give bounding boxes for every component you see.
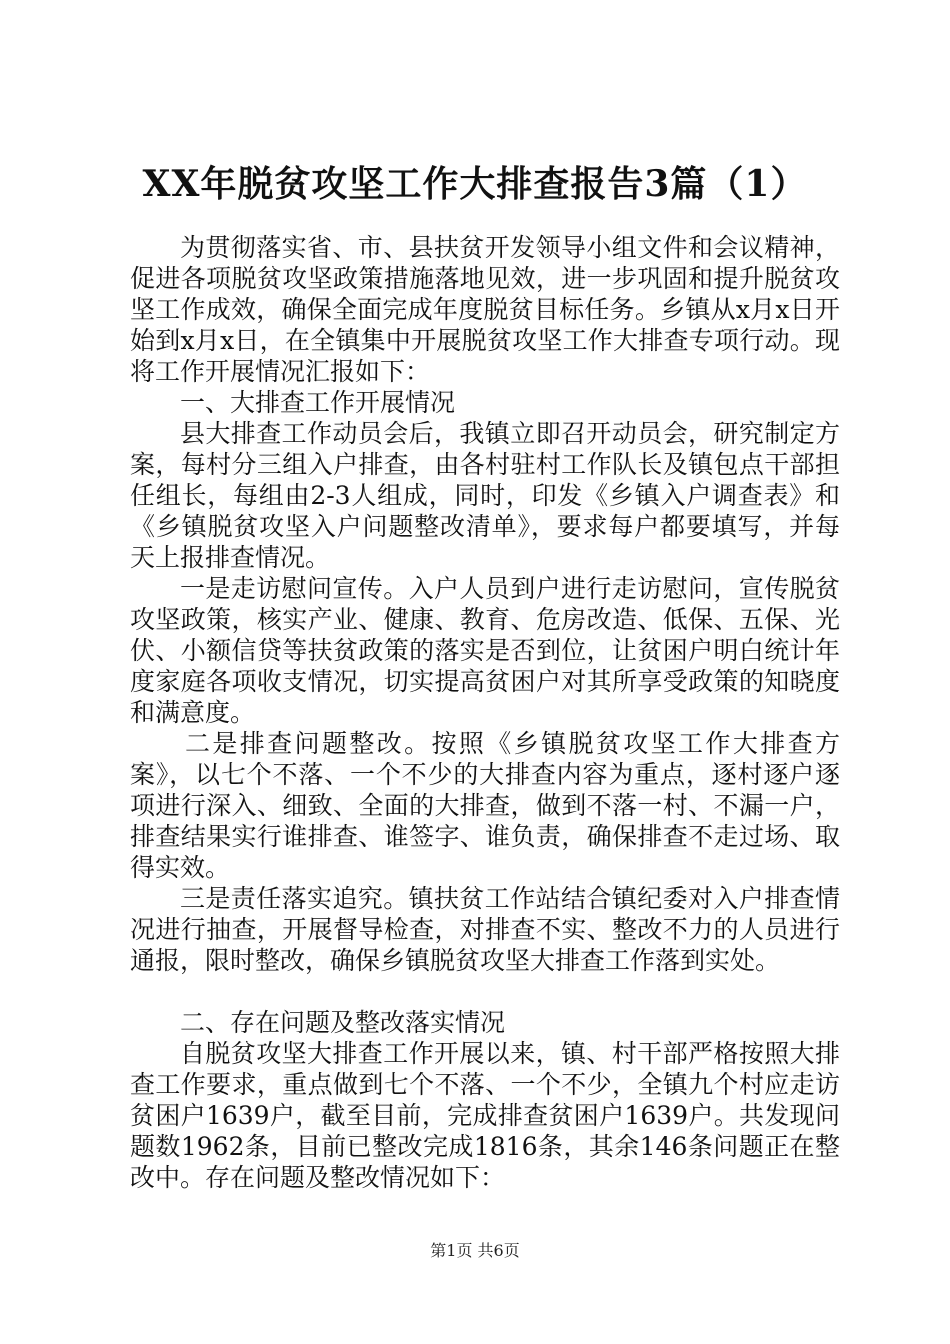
body-paragraph-3: 二是排查问题整改。按照《乡镇脱贫攻坚工作大排查方案》，以七个不落、一个不少的大排查内容为重点，逐村逐户逐项进行深入、细致、全面的大排查，做到不落一村、不漏一户，排查结果实行谁排查、谁签字、谁负责，确保排查不走过场、取得实效。 (130, 729, 840, 882)
body-paragraph-2: 一是走访慰问宣传。入户人员到户进行走访慰问，宣传脱贫攻坚政策，核实产业、健康、教育、危房改造、低保、五保、光伏、小额信贷等扶贫政策的落实是否到位，让贫困户明白统计年度家庭各项收支情况，切实提高贫困户对其所享受政策的知晓度和满意度。 (130, 574, 840, 727)
body-paragraph-1: 县大排查工作动员会后，我镇立即召开动员会，研究制定方案，每村分三组入户排查，由各村驻村工作队长及镇包点干部担任组长，每组由2-3人组成，同时，印发《乡镇入户调查表》和《乡镇脱贫攻坚入户问题整改清单》，要求每户都要填写，并每天上报排查情况。 (130, 419, 840, 572)
page-footer: 第1页 共6页 (430, 1241, 520, 1260)
document-body (130, 232, 840, 1193)
document-title: XX年脱贫攻坚工作大排查报告3篇（1） (142, 163, 808, 205)
paragraph-spacer (130, 976, 840, 1007)
body-paragraph-5: 自脱贫攻坚大排查工作开展以来，镇、村干部严格按照大排查工作要求，重点做到七个不落、一个不少，全镇九个村应走访贫困户1639户，截至目前，完成排查贫困户1639户。共发现问题数1962条，目前已整改完成1816条，其余146条问题正在整改中。存在问题及整改情况如下： (130, 1039, 840, 1192)
intro-paragraph: 为贯彻落实省、市、县扶贫开发领导小组文件和会议精神，促进各项脱贫攻坚政策措施落地见效，进一步巩固和提升脱贫攻坚工作成效，确保全面完成年度脱贫目标任务。乡镇从x月x日开始到x月x日，在全镇集中开展脱贫攻坚工作大排查专项行动。现将工作开展情况汇报如下： (130, 233, 840, 386)
section-heading-1: 一、大排查工作开展情况 (180, 388, 456, 417)
section-heading-2: 二、存在问题及整改落实情况 (180, 1008, 506, 1037)
body-paragraph-4: 三是责任落实追究。镇扶贫工作站结合镇纪委对入户排查情况进行抽查，开展督导检查，对排查不实、整改不力的人员进行通报，限时整改，确保乡镇脱贫攻坚大排查工作落到实处。 (130, 884, 840, 975)
